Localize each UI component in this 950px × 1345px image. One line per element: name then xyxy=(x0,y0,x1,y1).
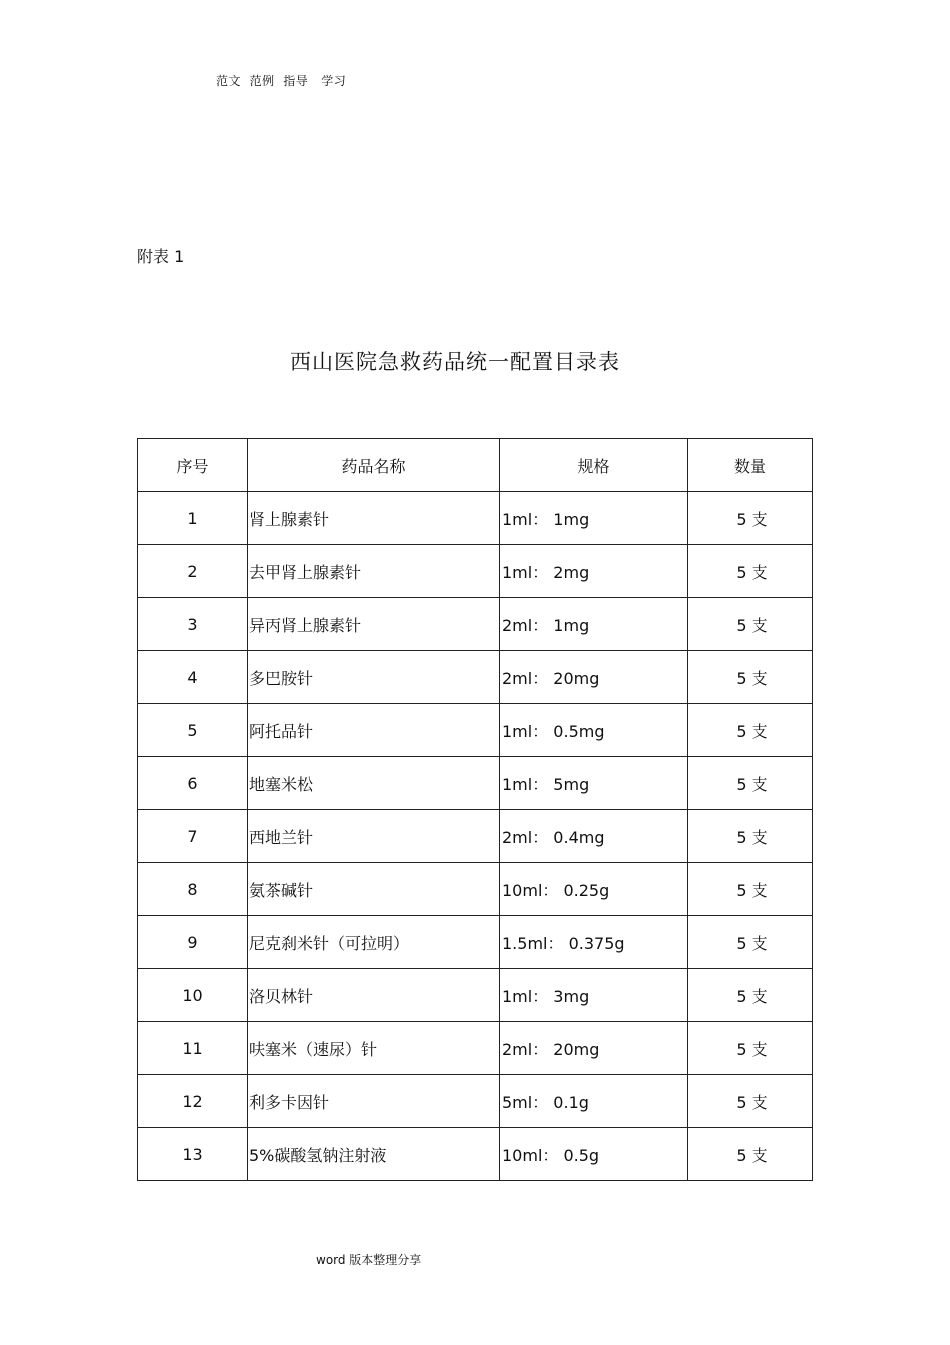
cell-serial-number: 1 xyxy=(138,492,248,545)
cell-serial-number: 6 xyxy=(138,757,248,810)
cell-specification: 1ml： 1mg xyxy=(500,492,688,545)
cell-specification: 10ml： 0.5g xyxy=(500,1128,688,1181)
table-row xyxy=(138,916,813,969)
cell-specification: 10ml： 0.25g xyxy=(500,863,688,916)
cell-specification: 1ml： 5mg xyxy=(500,757,688,810)
header-drug-name: 药品名称 xyxy=(248,439,500,492)
table-row xyxy=(138,1022,813,1075)
cell-drug-name: 西地兰针 xyxy=(248,810,500,863)
cell-quantity: 5 支 xyxy=(688,1128,813,1181)
footer-note: word 版本整理分享 xyxy=(316,1253,422,1267)
table-row xyxy=(138,704,813,757)
cell-drug-name: 氨茶碱针 xyxy=(248,863,500,916)
cell-specification: 5ml： 0.1g xyxy=(500,1075,688,1128)
cell-quantity: 5 支 xyxy=(688,1075,813,1128)
drug-catalog-table xyxy=(137,438,813,1181)
cell-quantity: 5 支 xyxy=(688,545,813,598)
table-row xyxy=(138,1128,813,1181)
document-title: 西山医院急救药品统一配置目录表 xyxy=(290,350,620,374)
table-row xyxy=(138,810,813,863)
table-row xyxy=(138,969,813,1022)
cell-drug-name: 利多卡因针 xyxy=(248,1075,500,1128)
cell-drug-name: 洛贝林针 xyxy=(248,969,500,1022)
table-row xyxy=(138,545,813,598)
cell-drug-name: 呋塞米（速尿）针 xyxy=(248,1022,500,1075)
cell-quantity: 5 支 xyxy=(688,863,813,916)
cell-serial-number: 4 xyxy=(138,651,248,704)
cell-drug-name: 多巴胺针 xyxy=(248,651,500,704)
header-specification: 规格 xyxy=(500,439,688,492)
table-row xyxy=(138,1075,813,1128)
cell-specification: 1ml： 0.5mg xyxy=(500,704,688,757)
cell-specification: 2ml： 0.4mg xyxy=(500,810,688,863)
cell-specification: 2ml： 20mg xyxy=(500,1022,688,1075)
cell-quantity: 5 支 xyxy=(688,757,813,810)
cell-serial-number: 8 xyxy=(138,863,248,916)
table-row xyxy=(138,863,813,916)
cell-serial-number: 2 xyxy=(138,545,248,598)
cell-serial-number: 9 xyxy=(138,916,248,969)
cell-quantity: 5 支 xyxy=(688,810,813,863)
cell-drug-name: 肾上腺素针 xyxy=(248,492,500,545)
cell-specification: 1ml： 2mg xyxy=(500,545,688,598)
cell-drug-name: 尼克刹米针（可拉明） xyxy=(248,916,500,969)
cell-serial-number: 3 xyxy=(138,598,248,651)
cell-quantity: 5 支 xyxy=(688,651,813,704)
appendix-label: 附表 1 xyxy=(137,247,185,266)
table-body xyxy=(138,492,813,1181)
cell-serial-number: 13 xyxy=(138,1128,248,1181)
cell-quantity: 5 支 xyxy=(688,1022,813,1075)
cell-serial-number: 7 xyxy=(138,810,248,863)
cell-specification: 1.5ml： 0.375g xyxy=(500,916,688,969)
cell-specification: 2ml： 20mg xyxy=(500,651,688,704)
cell-quantity: 5 支 xyxy=(688,492,813,545)
cell-serial-number: 11 xyxy=(138,1022,248,1075)
cell-drug-name: 地塞米松 xyxy=(248,757,500,810)
cell-quantity: 5 支 xyxy=(688,704,813,757)
header-quantity: 数量 xyxy=(688,439,813,492)
cell-drug-name: 阿托品针 xyxy=(248,704,500,757)
cell-quantity: 5 支 xyxy=(688,598,813,651)
cell-specification: 2ml： 1mg xyxy=(500,598,688,651)
cell-quantity: 5 支 xyxy=(688,969,813,1022)
cell-serial-number: 12 xyxy=(138,1075,248,1128)
cell-drug-name: 去甲肾上腺素针 xyxy=(248,545,500,598)
table-row xyxy=(138,757,813,810)
cell-serial-number: 10 xyxy=(138,969,248,1022)
cell-drug-name: 异丙肾上腺素针 xyxy=(248,598,500,651)
header-serial-number: 序号 xyxy=(138,439,248,492)
cell-serial-number: 5 xyxy=(138,704,248,757)
table-row xyxy=(138,492,813,545)
table-header-row xyxy=(138,439,813,492)
cell-quantity: 5 支 xyxy=(688,916,813,969)
cell-drug-name: 5%碳酸氢钠注射液 xyxy=(248,1128,500,1181)
header-note: 范文 范例 指导 学习 xyxy=(216,74,347,88)
table-row xyxy=(138,598,813,651)
cell-specification: 1ml： 3mg xyxy=(500,969,688,1022)
table-row xyxy=(138,651,813,704)
